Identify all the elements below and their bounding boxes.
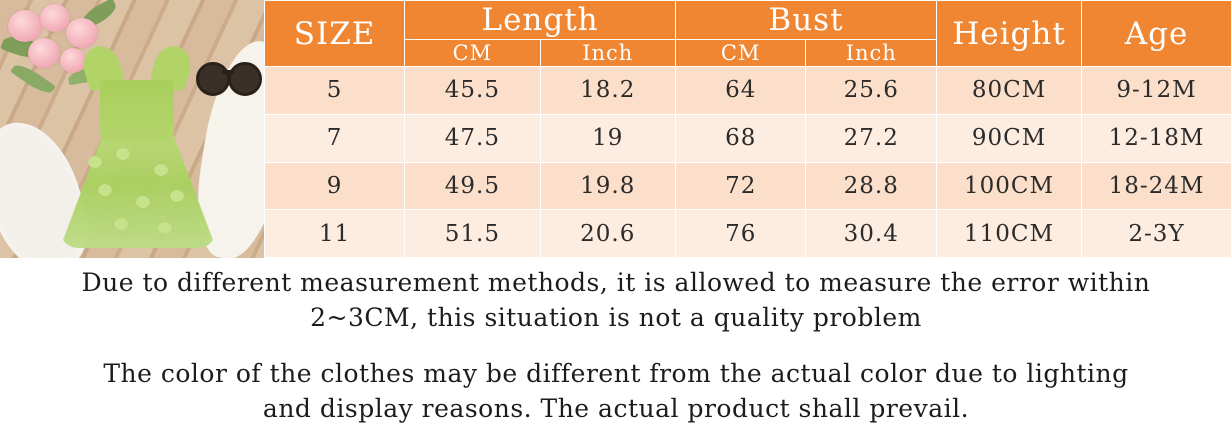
cell-length-cm: 51.5: [405, 210, 540, 258]
flower-applique: [136, 196, 150, 208]
header-age: Age: [1082, 1, 1232, 67]
dress-image: [58, 36, 218, 248]
header-height: Height: [937, 1, 1082, 67]
dress-skirt: [60, 132, 216, 248]
cell-bust-inch: 25.6: [806, 67, 937, 115]
cell-bust-cm: 68: [675, 114, 806, 162]
table-row: [265, 210, 1232, 258]
flower-applique: [114, 218, 128, 230]
cell-age: 9-12M: [1082, 67, 1232, 115]
header-size: SIZE: [265, 1, 405, 67]
flower-applique: [158, 222, 172, 234]
table-header-row-primary: [265, 1, 1232, 40]
cell-height: 80CM: [937, 67, 1082, 115]
cell-size: 7: [265, 114, 405, 162]
header-bust-inch: Inch: [806, 40, 937, 67]
cell-bust-inch: 30.4: [806, 210, 937, 258]
flower-icon: [40, 4, 70, 32]
cell-size: 9: [265, 162, 405, 210]
cell-length-cm: 45.5: [405, 67, 540, 115]
cell-length-cm: 49.5: [405, 162, 540, 210]
cell-size: 11: [265, 210, 405, 258]
cell-height: 110CM: [937, 210, 1082, 258]
size-table: [264, 0, 1232, 258]
cell-length-inch: 19.8: [540, 162, 675, 210]
header-bust-cm: CM: [675, 40, 806, 67]
flower-applique: [154, 164, 168, 176]
table-row: [265, 67, 1232, 115]
flower-applique: [116, 148, 130, 160]
cell-length-inch: 19: [540, 114, 675, 162]
cell-length-cm: 47.5: [405, 114, 540, 162]
size-table-wrapper: [264, 0, 1232, 258]
flower-applique: [88, 156, 102, 168]
flower-applique: [98, 184, 112, 196]
cell-height: 90CM: [937, 114, 1082, 162]
cell-bust-cm: 64: [675, 67, 806, 115]
header-length-cm: CM: [405, 40, 540, 67]
cell-length-inch: 20.6: [540, 210, 675, 258]
cell-age: 2-3Y: [1082, 210, 1232, 258]
header-length-inch: Inch: [540, 40, 675, 67]
disclaimer-notes: [0, 258, 1232, 426]
cell-bust-inch: 28.8: [806, 162, 937, 210]
sunglasses-bridge: [222, 70, 234, 74]
cell-bust-cm: 76: [675, 210, 806, 258]
product-photo: [0, 0, 264, 258]
cell-bust-cm: 72: [675, 162, 806, 210]
cell-height: 100CM: [937, 162, 1082, 210]
color-note-line-2: and display reasons. The actual product shall prevail.: [262, 393, 970, 423]
cell-length-inch: 18.2: [540, 67, 675, 115]
header-length: Length: [405, 1, 676, 40]
cell-bust-inch: 27.2: [806, 114, 937, 162]
table-row: [265, 162, 1232, 210]
flower-applique: [170, 190, 184, 202]
color-note-line-1: The color of the clothes may be different from the actual color due to lighting: [103, 359, 1129, 388]
measurement-note-line-1: Due to different measurement methods, it is allowed to measure the error within: [81, 268, 1151, 297]
dress-bodice: [100, 80, 174, 142]
sunglasses-lens-right: [228, 62, 262, 96]
measurement-note-line-2: 2~3CM, this situation is not a quality problem: [310, 302, 922, 332]
header-bust: Bust: [675, 1, 936, 40]
flower-icon: [8, 10, 42, 42]
cell-size: 5: [265, 67, 405, 115]
cell-age: 12-18M: [1082, 114, 1232, 162]
table-row: [265, 114, 1232, 162]
flower-icon: [28, 38, 60, 68]
cell-age: 18-24M: [1082, 162, 1232, 210]
